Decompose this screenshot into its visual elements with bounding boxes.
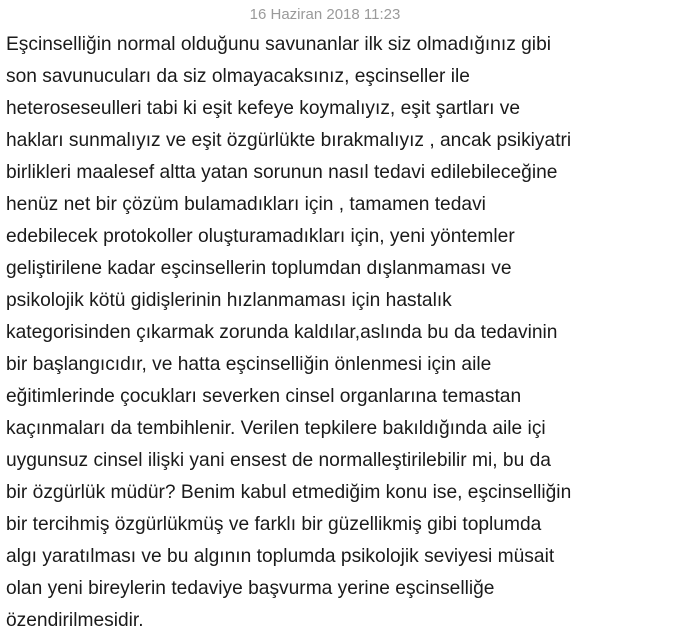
note-line: uygunsuz cinsel ilişki yani ensest de normalleştirilebilir mi, bu da	[6, 450, 551, 471]
note-line: henüz net bir çözüm bulamadıkları için , tamamen tedavi	[6, 194, 486, 215]
note-line: Eşcinselliğin normal olduğunu savunanlar ilk siz olmadığınız gibi	[6, 34, 551, 55]
note-line: geliştirilene kadar eşcinsellerin toplumdan dışlanmaması ve	[6, 258, 512, 279]
note-line: bir özgürlük müdür? Benim kabul etmediğim konu ise, eşcinselliğin	[6, 482, 572, 503]
note-line: özendirilmesidir.	[6, 610, 144, 631]
note-line: bir tercihmiş özgürlükmüş ve farklı bir güzellikmiş gibi toplumda	[6, 514, 542, 535]
note-line: bir başlangıcıdır, ve hatta eşcinselliğin önlenmesi için aile	[6, 354, 492, 375]
note-line: heteroseseulleri tabi ki eşit kefeye koymalıyız, eşit şartları ve	[6, 98, 521, 119]
note-line: hakları sunmalıyız ve eşit özgürlükte bırakmalıyız , ancak psikiyatri	[6, 130, 572, 151]
note-line: edebilecek protokoller oluşturamadıkları için, yeni yöntemler	[6, 226, 515, 247]
note-line: algı yaratılması ve bu algının toplumda psikolojik seviyesi müsait	[6, 546, 555, 567]
note-body[interactable]	[6, 29, 690, 637]
note-line: kategorisinden çıkarmak zorunda kaldılar,aslında bu da tedavinin	[6, 322, 558, 343]
note-line: kaçınmaları da tembihlenir. Verilen tepkilere bakıldığında aile içi	[6, 418, 546, 439]
note-line: eğitimlerinde çocukları severken cinsel organlarına temastan	[6, 386, 522, 407]
note-line: psikolojik kötü gidişlerinin hızlanmaması için hastalık	[6, 290, 452, 311]
note-line: birlikleri maalesef altta yatan sorunun nasıl tedavi edilebileceğine	[6, 162, 558, 183]
note-timestamp: 16 Haziran 2018 11:23	[249, 6, 401, 23]
note-line: son savunucuları da siz olmayacaksınız, eşcinseller ile	[6, 66, 470, 87]
note-line: olan yeni bireylerin tedaviye başvurma yerine eşcinselliğe	[6, 578, 495, 599]
